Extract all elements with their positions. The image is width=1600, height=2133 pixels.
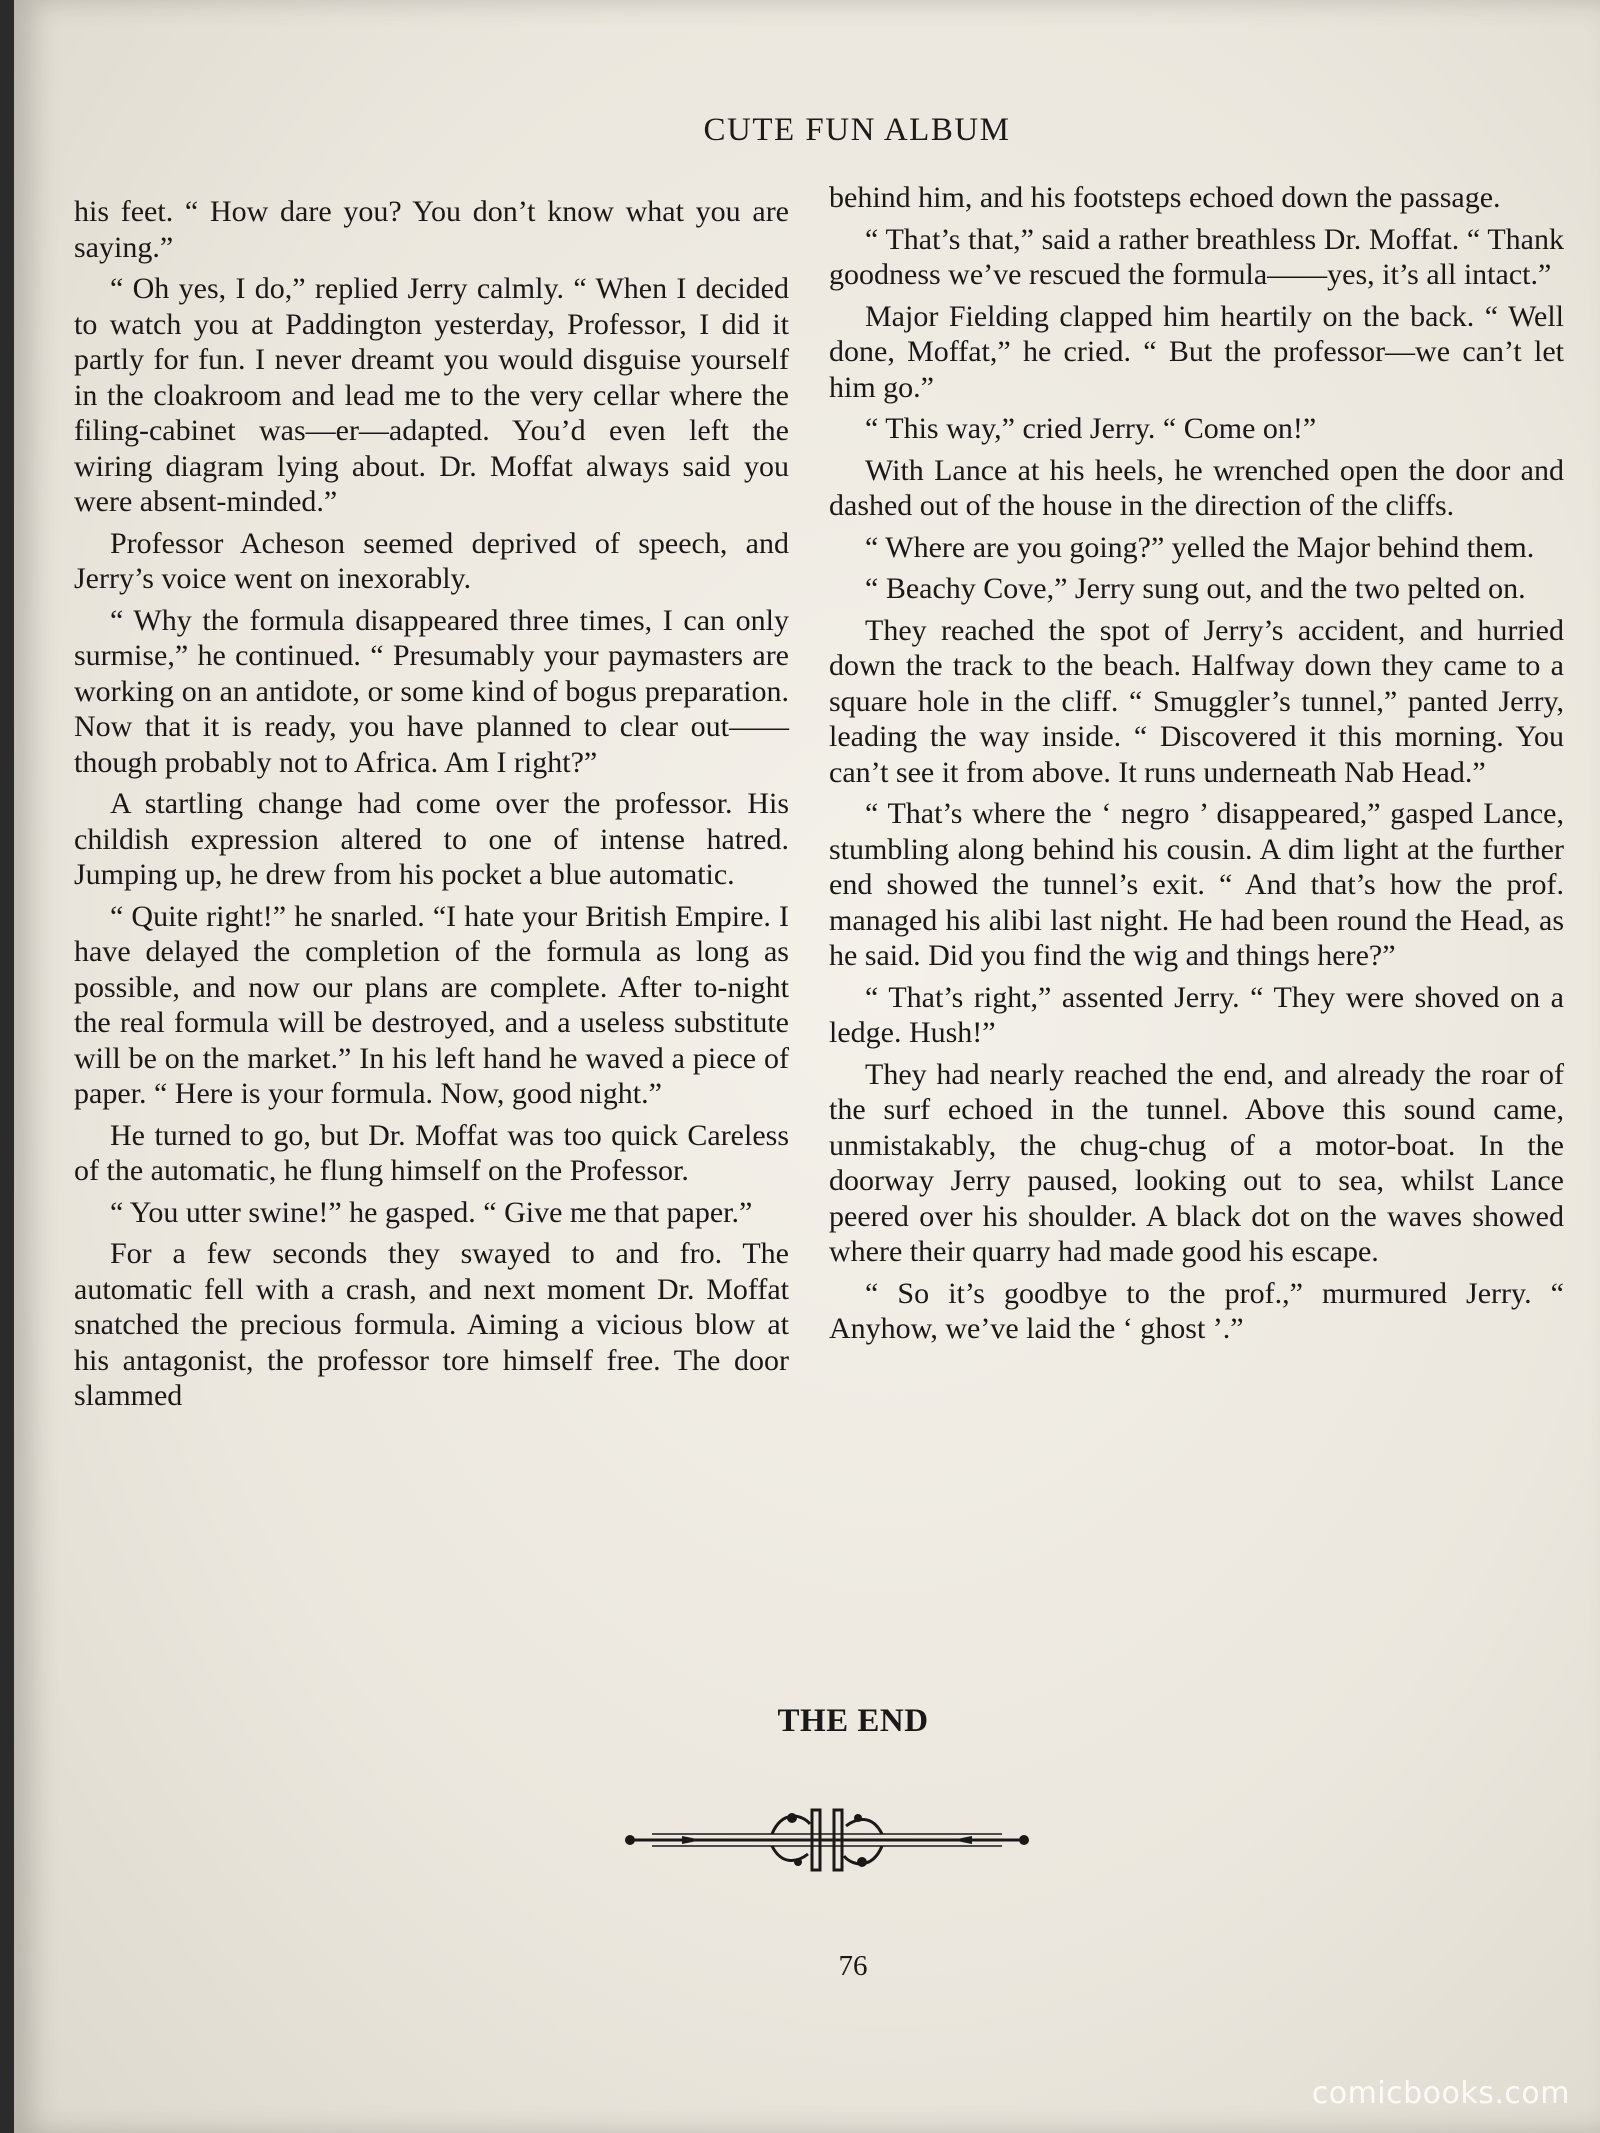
right-text-column	[829, 180, 1564, 1353]
paragraph: They had nearly reached the end, and already the roar of the surf echoed in the tunnel. Above this sound came, unmistakably, the chug-chug of a motor-boat. In the doorway Jerry paused, looking out to sea, whilst Lance peered over his shoulder. A black dot on the waves showed where their quarry had made good his escape.	[829, 1057, 1564, 1268]
paragraph: “ That’s right,” assented Jerry. “ They were shoved on a ledge. Hush!”	[829, 980, 1564, 1049]
paragraph: A startling change had come over the professor. His childish expression altered to one of intense hatred. Jumping up, he drew from his pocket a blue automatic.	[74, 787, 789, 891]
paragraph: They reached the spot of Jerry’s accident, and hurried down the track to the beach. Halfway down they came to a square hole in the cliff. “ Smuggler’s tunnel,” panted Jerry, leading the way inside. “ Discovered it this morning. You can’t see it from above. It runs underneath Nab Head.”	[829, 613, 1564, 789]
paragraph: “ Quite right!” he snarled. “I hate your British Empire. I have delayed the completion of the formula as long as possible, and now our plans are complete. After to-night the real formula will be destroyed, and a useless substitute will be on the market.” In his left hand he waved a piece of paper. “ Here is your formula. Now, good night.”	[74, 899, 789, 1110]
paragraph: “ That’s where the ‘ negro ’ disappeared,” gasped Lance, stumbling along behind his cousin. A dim light at the further end showed the tunnel’s exit. “ And that’s how the prof. managed his alibi last night. He had been round the Head, as he said. Did you find the wig and things here?”	[829, 797, 1564, 972]
running-title: CUTE FUN ALBUM	[703, 112, 1011, 148]
paragraph: “ This way,” cried Jerry. “ Come on!”	[865, 412, 1317, 445]
paragraph: “ Oh yes, I do,” replied Jerry calmly. “ When I decided to watch you at Paddington yesterday, Professor, I did it partly for fun. I never dreamt you would disguise yourself in the cloakroom and lead me to the very cellar where the filing-cabinet was—er—adapted. You’d even left the wiring diagram lying about. Dr. Moffat always said you were absent-minded.”	[74, 272, 789, 518]
paragraph: “ Where are you going?” yelled the Major behind them.	[865, 530, 1535, 564]
paragraph: behind him, and his footsteps echoed down the passage.	[829, 181, 1501, 214]
decorative-tailpiece-icon	[622, 1800, 1032, 1880]
paragraph: “ So it’s goodbye to the prof.,” murmured Jerry. “ Anyhow, we’ve laid the ‘ ghost ’.”	[829, 1276, 1564, 1345]
the-end-label: THE END	[777, 1703, 929, 1739]
paragraph: For a few seconds they swayed to and fro. The automatic fell with a crash, and next moment Dr. Moffat snatched the precious formula. Aiming a vicious blow at his antagonist, the professor tore himself free. The door slammed	[74, 1237, 789, 1412]
page-number: 76	[838, 1950, 868, 1982]
paragraph: his feet. “ How dare you? You don’t know what you are saying.”	[74, 195, 789, 264]
left-text-column	[74, 194, 789, 1420]
paragraph: He turned to go, but Dr. Moffat was too quick Careless of the automatic, he flung himself on the Professor.	[74, 1118, 789, 1187]
watermark: comicbooks.com	[1311, 2076, 1570, 2111]
paragraph: “ Beachy Cove,” Jerry sung out, and the two pelted on.	[865, 572, 1526, 605]
paragraph: With Lance at his heels, he wrenched open the door and dashed out of the house in the direction of the cliffs.	[829, 453, 1564, 522]
paragraph: “ That’s that,” said a rather breathless Dr. Moffat. “ Thank goodness we’ve rescued the formula——yes, it’s all intact.”	[829, 222, 1564, 291]
book-page	[14, 0, 1600, 2133]
paragraph: “ You utter swine!” he gasped. “ Give me that paper.”	[110, 1195, 753, 1229]
paragraph: Major Fielding clapped him heartily on the back. “ Well done, Moffat,” he cried. “ But the professor—we can’t let him go.”	[829, 299, 1564, 404]
paragraph: Professor Acheson seemed deprived of speech, and Jerry’s voice went on inexorably.	[74, 526, 789, 595]
paragraph: “ Why the formula disappeared three times, I can only surmise,” he continued. “ Presumably your paymasters are working on an antidote, or some kind of bogus preparation. Now that it is ready, you have planned to clear out——though probably not to Africa. Am I right?”	[74, 603, 789, 779]
